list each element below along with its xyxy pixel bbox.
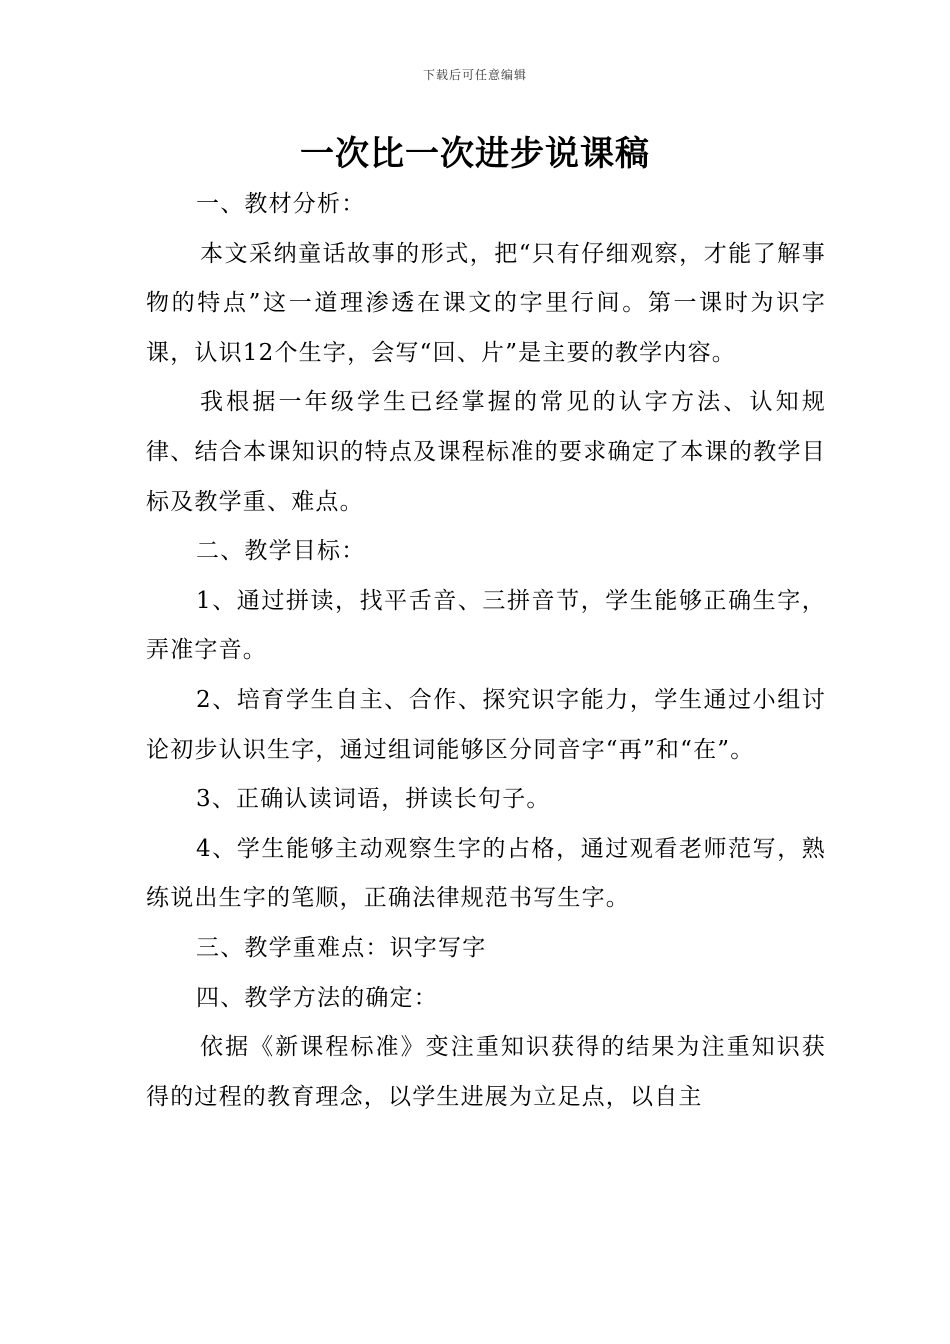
section-heading-textbook-analysis: 一、教材分析： — [196, 191, 366, 217]
paragraph-text-intro: 本文采纳童话故事的形式，把“只有仔细观察，才能了解事物的特点”这一道理渗透在课文的字里行间。第一课时为识字课，认识12个生字，会写“回、片”是主要的教学内容。 — [146, 240, 826, 366]
section-heading-key-points: 三、教学重难点：识字写字 — [196, 934, 487, 961]
document-title: 一次比一次进步说课稿 — [300, 134, 650, 174]
document-body — [146, 180, 826, 1122]
goal-item-4: 4、学生能够主动观察生字的占格，通过观看老师范写，熟练说出生字的笔顺，正确法律规范书写生字。 — [146, 835, 826, 912]
paragraph-methods: 依据《新课程标准》变注重知识获得的结果为注重知识获得的过程的教育理念，以学生进展为立足点，以自主 — [146, 1034, 826, 1110]
section-heading-teaching-goals: 二、教学目标： — [196, 538, 366, 565]
goal-item-1: 1、通过拼读，找平舌音、三拼音节，学生能够正确生字，弄准字音。 — [146, 587, 826, 664]
goal-item-2: 2、培育学生自主、合作、探究识字能力，学生通过小组讨论初步认识生字，通过组词能够区分同音字“再”和“在”。 — [146, 686, 826, 763]
section-heading-methods: 四、教学方法的确定： — [196, 984, 438, 1011]
goal-item-3: 3、正确认读词语，拼读长句子。 — [196, 786, 551, 813]
header-note: 下载后可任意编辑 — [422, 68, 527, 82]
paragraph-objectives-basis: 我根据一年级学生已经掌握的常见的认字方法、认知规律、结合本课知识的特点及课程标准的要求确定了本课的教学目标及教学重、难点。 — [146, 389, 826, 515]
